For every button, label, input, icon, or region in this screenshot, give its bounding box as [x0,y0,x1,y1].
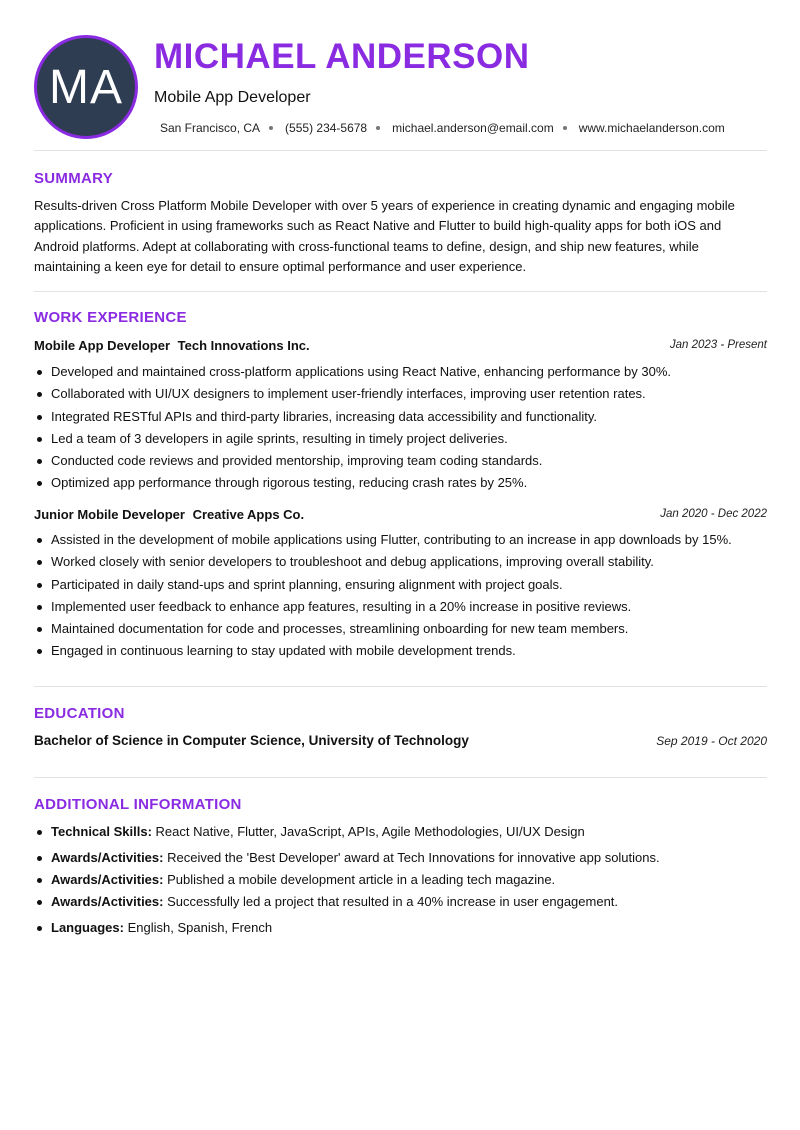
job-bullet: Implemented user feedback to enhance app features, resulting in a 20% increase in positive reviews. [34,598,774,620]
job-bullet: Assisted in the development of mobile applications using Flutter, contributing to an increase in app downloads by 15%. [34,531,774,553]
job-bullet: Collaborated with UI/UX designers to implement user-friendly interfaces, improving user retention rates. [34,385,774,407]
job-bullet: Maintained documentation for code and processes, streamlining onboarding for new team members. [34,620,774,642]
education-heading: EDUCATION [34,705,125,722]
job-bullet: Participated in daily stand-ups and sprint planning, ensuring alignment with project goals. [34,576,774,598]
section-divider [34,777,767,778]
candidate-name: MICHAEL ANDERSON [154,37,530,76]
job-bullet: Developed and maintained cross-platform applications using React Native, enhancing performance by 30%. [34,363,774,385]
job-bullet: Conducted code reviews and provided mentorship, improving team coding standards. [34,452,774,474]
contact-location: San Francisco, CA [160,121,261,135]
summary-text: Results-driven Cross Platform Mobile Developer with over 5 years of experience in creating dynamic and engaging mobile applications. Proficient in using frameworks such as React Native and Flutter to build high-quality apps for both iOS and Android platforms. Adept at collaborating with cross-functional teams to define, design, and ship new features, while maintaining a keen eye for detail to ensure optimal performance and user experience. [34,198,735,274]
info-item [34,823,774,849]
info-item [34,919,774,941]
contact-separator-dot [269,126,273,130]
job-bullet: Integrated RESTful APIs and third-party libraries, increasing data accessibility and functionality. [34,408,774,430]
contact-separator-dot [563,126,567,130]
avatar [34,35,138,139]
education-entry [34,733,767,751]
info-value: Published a mobile development article in a leading tech magazine. [167,871,556,887]
avatar-initials: MA [49,60,123,114]
contact-phone: (555) 234-5678 [285,121,368,135]
info-value: English, Spanish, French [127,919,273,935]
info-label: Awards/Activities: [51,849,164,865]
job-bullet: Worked closely with senior developers to troubleshoot and debug applications, improving overall stability. [34,553,774,575]
info-value: Received the 'Best Developer' award at Tech Innovations for innovative app solutions. [167,849,660,865]
additional-heading: ADDITIONAL INFORMATION [34,796,242,813]
summary-heading: SUMMARY [34,170,114,187]
section-divider [34,150,767,151]
education-degree: Bachelor of Science in Computer Science, University of Technology [34,733,469,748]
candidate-title: Mobile App Developer [154,89,311,106]
job-role: Mobile App Developer [34,338,171,353]
info-label: Awards/Activities: [51,871,164,887]
job-company: Tech Innovations Inc. [177,338,310,353]
job-company: Creative Apps Co. [192,507,305,522]
info-label: Awards/Activities: [51,894,164,910]
section-divider [34,291,767,292]
job-dates: Jan 2023 - Present [669,339,767,351]
info-value: Successfully led a project that resulted in a 40% increase in user engagement. [167,894,619,910]
info-item [34,871,774,893]
job-bullet: Optimized app performance through rigorous testing, reducing crash rates by 25%. [34,474,774,496]
info-value: React Native, Flutter, JavaScript, APIs, Agile Methodologies, UI/UX Design [155,824,585,839]
info-item [34,849,774,871]
contact-bar [160,121,725,135]
job-bullet-list [34,531,774,665]
contact-separator-dot [376,126,380,130]
info-label: Languages: [51,919,124,935]
contact-website[interactable]: www.michaelanderson.com [578,121,725,135]
job-header [34,338,767,356]
job-bullet: Led a team of 3 developers in agile sprints, resulting in timely project deliveries. [34,430,774,452]
job-bullet-list [34,363,774,497]
job-dates: Jan 2020 - Dec 2022 [660,508,767,520]
info-label: Technical Skills: [51,824,152,839]
info-item [34,893,774,919]
job-bullet: Engaged in continuous learning to stay updated with mobile development trends. [34,642,774,664]
experience-heading: WORK EXPERIENCE [34,309,187,326]
job-header [34,507,767,525]
education-dates: Sep 2019 - Oct 2020 [656,734,767,748]
additional-info-list [34,823,774,941]
contact-email[interactable]: michael.anderson@email.com [392,121,554,135]
job-role: Junior Mobile Developer [34,507,185,522]
section-divider [34,686,767,687]
